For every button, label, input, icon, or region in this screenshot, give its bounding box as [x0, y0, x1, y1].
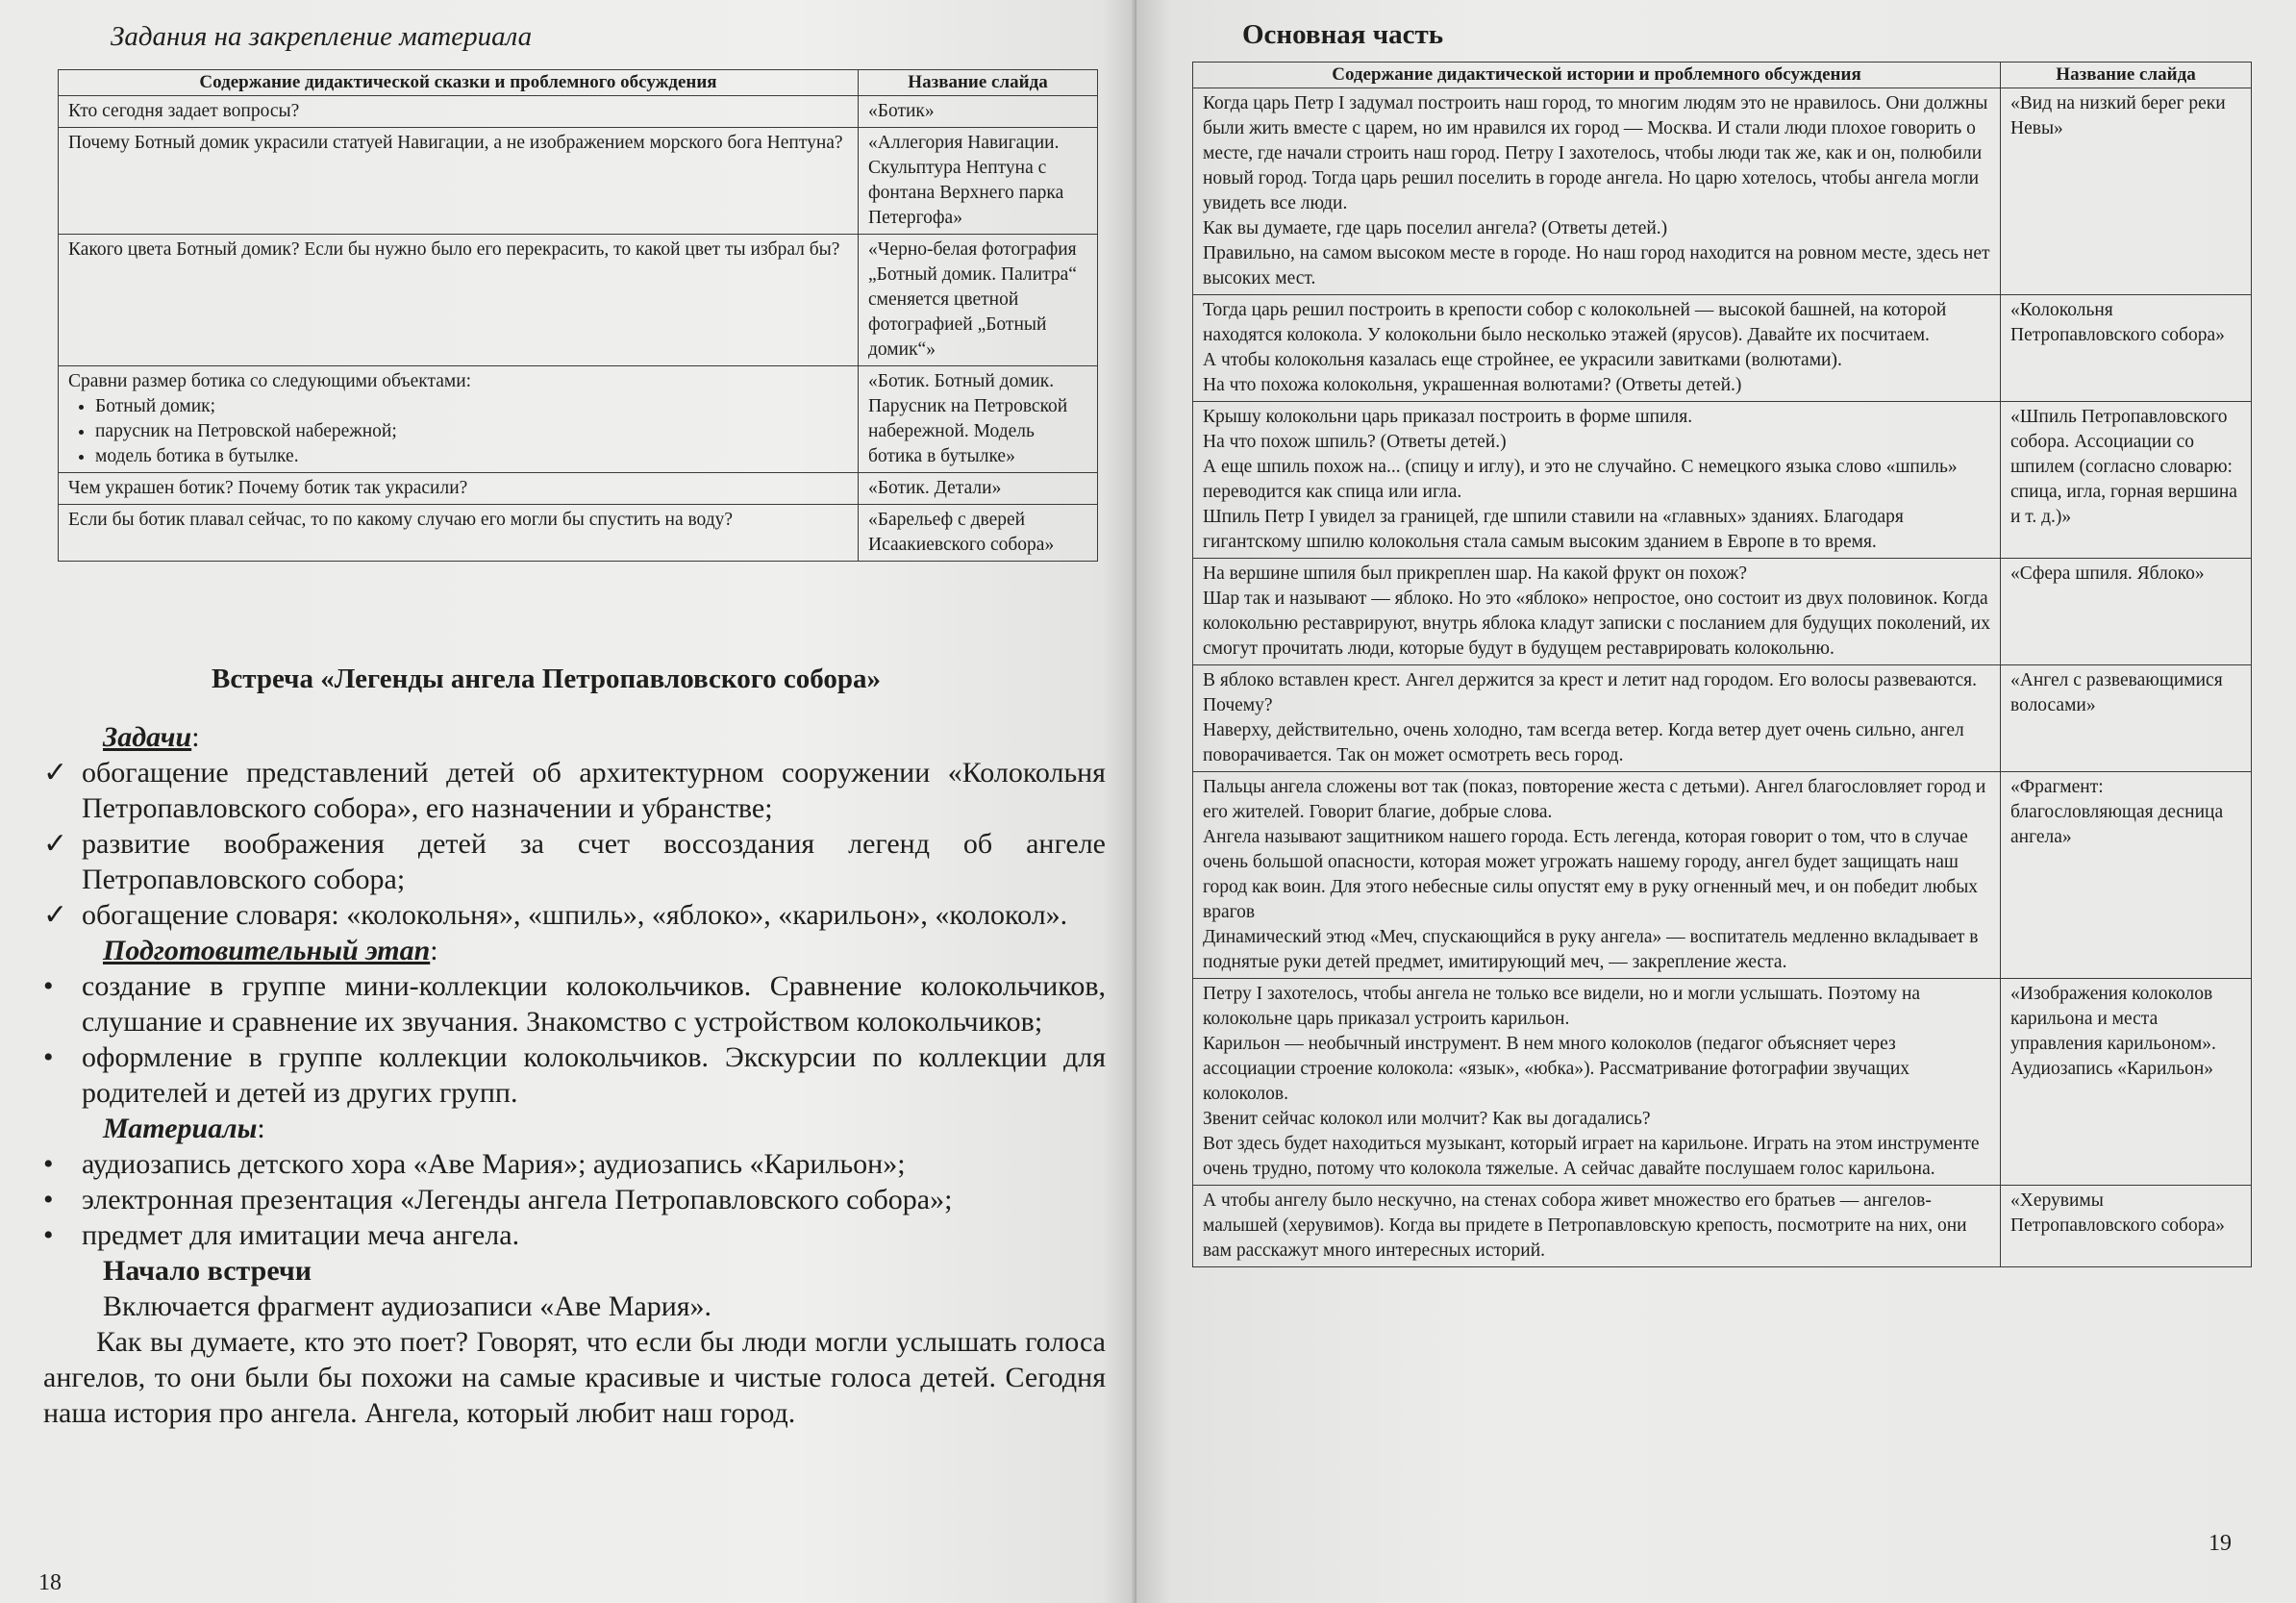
bullet-icon: • [43, 1148, 54, 1180]
row-content [1193, 402, 2001, 559]
row-content [1193, 88, 2001, 295]
slide-title: «Херувимы Петропавловского собора» [2001, 1186, 2252, 1267]
meeting-title: Встреча «Легенды ангела Петропавловского собора» [212, 664, 882, 694]
slide-title: «Вид на низкий берег реки Невы» [2001, 88, 2252, 295]
bullet-list [68, 394, 848, 469]
column-header: Название слайда [2001, 63, 2252, 88]
table-row [59, 235, 1098, 366]
row-content [1193, 979, 2001, 1186]
table-row [1193, 665, 2252, 772]
start-heading: Начало встречи [103, 1255, 312, 1287]
check-icon: ✓ [43, 828, 68, 860]
bullet-icon: • [43, 1041, 54, 1073]
content-line: Вот здесь будет находиться музыкант, который играет на карильоне. Играть на этом инструменте очень трудно, потому что колокола тяжелые. А сейчас давайте послушаем голос карильона. [1203, 1134, 1980, 1179]
content-line: Тогда царь решил построить в крепости собор с колокольней — высокой башней, на которой находятся колокола. У колокольни было несколько этажей (ярусов). Давайте их посчитаем. [1203, 300, 1947, 345]
row-content [59, 96, 859, 128]
section-title: Задания на закрепление материала [111, 21, 533, 52]
content-line: Наверху, действительно, очень холодно, там всегда ветер. Когда ветер дует очень сильно, ангел поворачивается. Так он может осмотреть весь город. [1203, 720, 1964, 765]
slide-title: «Изображения колоколов карильона и места управления карильоном». Аудиозапись «Карильон» [2001, 979, 2252, 1186]
row-content [1193, 665, 2001, 772]
content-line: А чтобы колокольня казалась еще стройнее, ее украсили завитками (волютами). [1203, 350, 1842, 370]
page-number: 18 [38, 1570, 62, 1595]
column-header: Содержание дидактической истории и проблемного обсуждения [1193, 63, 2001, 88]
start-line: Включается фрагмент аудиозаписи «Аве Мария». [103, 1290, 712, 1322]
row-content [1193, 295, 2001, 402]
list-item [43, 1146, 1106, 1182]
content-line: Какого цвета Ботный домик? Если бы нужно было его перекрасить, то какой цвет ты избрал бы? [68, 239, 840, 260]
content-line: Крышу колокольни царь приказал построить в форме шпиля. [1203, 407, 1693, 427]
list-text: предмет для имитации меча ангела. [82, 1219, 520, 1251]
list-item [43, 1217, 1106, 1253]
content-line: Динамический этюд «Меч, спускающийся в руку ангела» — воспитатель медленно вкладывает в поднятые руки детей предмет, имитирующий меч, — закрепление жеста. [1203, 927, 1979, 972]
slide-title: «Фрагмент: благословляющая десница ангела» [2001, 772, 2252, 979]
table-row [59, 366, 1098, 473]
content-line: Сравни размер ботика со следующими объектами: [68, 371, 472, 391]
table-row [1193, 295, 2252, 402]
column-header: Название слайда [859, 70, 1098, 96]
row-content [59, 128, 859, 235]
materials-heading: Материалы [103, 1113, 258, 1144]
content-line: Шар так и называют — яблоко. Но это «яблоко» непростое, оно состоит из двух половинок. Когда колокольню реставрируют, внутрь яблока кладут записки с посланием для будущих поколений, их смогут прочитать люди, которые будут в будущем реставрировать колокольню. [1203, 589, 1990, 659]
content-line: Звенит сейчас колокол или молчит? Как вы догадались? [1203, 1109, 1651, 1129]
content-line: Почему Ботный домик украсили статуей Навигации, а не изображением морского бога Нептуна? [68, 133, 843, 153]
bullet-item: • Ботный домик; [95, 394, 848, 419]
list-item [43, 968, 1106, 1039]
content-line: Карильон — необычный инструмент. В нем много колоколов (педагог объясняет через ассоциации строение колокола: «язык», «юбка»). Рассматривание фотографии звучащих колоколов. [1203, 1034, 1910, 1104]
table-row [59, 128, 1098, 235]
table-row [1193, 979, 2252, 1186]
left-page [0, 0, 1136, 1603]
slide-title: «Колокольня Петропавловского собора» [2001, 295, 2252, 402]
bullet-icon: • [43, 970, 54, 1002]
row-content [59, 366, 859, 473]
content-line: Шпиль Петр I увидел за границей, где шпили ставили на «главных» зданиях. Благодаря гигантскому шпилю колокольня стала самым высоким зданием в Европе в то время. [1203, 507, 1904, 552]
list-item [43, 755, 1106, 826]
section-title: Основная часть [1242, 19, 1444, 50]
slide-title: «Аллегория Навигации. Скульптура Нептуна с фонтана Верхнего парка Петергофа» [859, 128, 1098, 235]
right-page [1136, 0, 2296, 1603]
list-item [43, 1039, 1106, 1111]
table-row [1193, 402, 2252, 559]
slide-title: «Сфера шпиля. Яблоко» [2001, 559, 2252, 665]
list-text: обогащение представлений детей об архитектурном сооружении «Колокольня Петропавловского собора», его назначении и убранстве; [82, 757, 1106, 824]
tasks-heading: Задачи [103, 721, 192, 753]
bullet-icon: • [43, 1219, 54, 1251]
row-content [59, 505, 859, 562]
table-row [1193, 772, 2252, 979]
content-line: Когда царь Петр I задумал построить наш город, то многим людям это не нравилось. Они должны были жить вместе с царем, но им нравился их город — Москва. И стали люди плохое говорить о месте, где начали строить наш город. Петру I захотелось, чтобы люди так же, как и он, полюбили новый город. Тогда царь решил поселить в городе ангела. Но царю хотелось, чтобы ангела могли увидеть все люди. [1203, 93, 1988, 213]
start-paragraph: Как вы думаете, кто это поет? Говорят, что если бы люди могли услышать голоса ангелов, то они были бы похожи на самые красивые и чистые голоса детей. Сегодня наша история про ангела. Ангела, который любит наш город. [43, 1326, 1106, 1429]
slide-title: «Черно-белая фотография „Ботный домик. Палитра“ сменяется цветной фотографией „Ботный домик“» [859, 235, 1098, 366]
content-line: Чем украшен ботик? Почему ботик так украсили? [68, 478, 468, 498]
list-item [43, 897, 1106, 933]
table-row [59, 505, 1098, 562]
bullet-item: • парусник на Петровской набережной; [95, 419, 848, 444]
tasks-list [43, 755, 1106, 933]
content-line: Пальцы ангела сложены вот так (показ, повторение жеста с детьми). Ангел благословляет город и его жителей. Говорит благие, добрые слова. [1203, 777, 1986, 822]
content-line: В яблоко вставлен крест. Ангел держится за крест и летит над городом. Его волосы развеваются. Почему? [1203, 670, 1977, 715]
column-header: Содержание дидактической сказки и проблемного обсуждения [59, 70, 859, 96]
content-line: Ангела называют защитником нашего города. Есть легенда, которая говорит о том, что в случае очень большой опасности, которая может угрожать нашему городу, ангел будет защищать наш город как воин. Для этого небесные силы опустят ему в руку огненный меч, и он победит любых врагов [1203, 827, 1979, 922]
list-item [43, 1182, 1106, 1217]
content-line: А еще шпиль похож на... (спицу и иглу), и это не случайно. С немецкого языка слово «шпиль» переводится как спица или игла. [1203, 457, 1958, 502]
prep-list [43, 968, 1106, 1111]
slide-title: «Барельеф с дверей Исаакиевского собора» [859, 505, 1098, 562]
content-line: На вершине шпиля был прикреплен шар. На какой фрукт он похож? [1203, 564, 1748, 584]
check-icon: ✓ [43, 899, 68, 931]
table-row [1193, 559, 2252, 665]
slide-title: «Шпиль Петропавловского собора. Ассоциации со шпилем (согласно словарю: спица, игла, горная вершина и т. д.)» [2001, 402, 2252, 559]
list-text: развитие воображения детей за счет воссоздания легенд об ангеле Петропавловского собора; [82, 828, 1106, 895]
list-text: создание в группе мини-коллекции колокольчиков. Сравнение колокольчиков, слушание и сравнение их звучания. Знакомство с устройством колокольчиков; [82, 970, 1106, 1038]
check-icon: ✓ [43, 757, 68, 789]
slide-title: «Ботик. Детали» [859, 473, 1098, 505]
table-row [59, 473, 1098, 505]
materials-list [43, 1146, 1106, 1253]
row-content [1193, 559, 2001, 665]
row-content [59, 473, 859, 505]
table-row [1193, 88, 2252, 295]
list-text: обогащение словаря: «колокольня», «шпиль», «яблоко», «карильон», «колокол». [82, 899, 1068, 931]
reinforcement-table [58, 69, 1098, 562]
content-line: Кто сегодня задает вопросы? [68, 101, 300, 121]
list-text: аудиозапись детского хора «Аве Мария»; аудиозапись «Карильон»; [82, 1148, 906, 1180]
list-text: электронная презентация «Легенды ангела Петропавловского собора»; [82, 1184, 953, 1215]
slide-title: «Ботик» [859, 96, 1098, 128]
row-content [59, 235, 859, 366]
content-line: Петру I захотелось, чтобы ангела не только все видели, но и могли услышать. Поэтому на колокольне царь приказал устроить карильон. [1203, 984, 1921, 1029]
lesson-body: Задачи: ✓ обогащение представлений детей об архитектурном сооружении «Колокольня Петропавловского собора», его назначении и убранстве; ✓ развитие воображения детей за счет воссоздания легенд об ангеле Петропавловского собора; ✓ обогащение словаря: «колокольня», «шпиль», «яблоко», «карильон», «колокол». Подготовительный этап: • создание в группе мини-коллекции колокольчиков. Сравнение колокольчиков, слушание и сравнение их звучания. Знакомство с устройством колокольчиков; • оформление в группе коллекции колокольчиков. Экскурсии по коллекции для родителей и детей из других групп. Материалы: • аудиозапись детского хора «Аве Мария»; аудиозапись «Карильон»; • электронная презентация «Легенды ангела Петропавловского собора»; • предмет для имитации меча ангела. Начало встречи Включается фрагмент аудиозаписи «Аве Мария». Как вы думаете, кто это поет? Говорят, что если бы люди могли услышать голоса ангелов, то они были бы похожи на самые красивые и чистые голоса детей. Сегодня наша история про ангела. Ангела, который любит наш город. [43, 721, 1106, 1429]
page-number: 19 [2209, 1531, 2232, 1556]
content-line: На что похож шпиль? (Ответы детей.) [1203, 432, 1507, 452]
bullet-item: • модель ботика в бутылке. [95, 444, 848, 469]
table-row [59, 96, 1098, 128]
content-line: А чтобы ангелу было нескучно, на стенах собора живет множество его братьев — ангелов-малышей (херувимов). Когда вы придете в Петропавловскую крепость, посмотрите на них, они вам расскажут много интересных историй. [1203, 1190, 1967, 1261]
main-part-table [1192, 62, 2252, 1267]
table-row [1193, 1186, 2252, 1267]
row-content [1193, 772, 2001, 979]
list-text: оформление в группе коллекции колокольчиков. Экскурсии по коллекции для родителей и детей из других групп. [82, 1041, 1106, 1109]
bullet-icon: • [43, 1184, 54, 1215]
prep-heading: Подготовительный этап [103, 935, 431, 966]
slide-title: «Ботик. Ботный домик. Парусник на Петровской набережной. Модель ботика в бутылке» [859, 366, 1098, 473]
content-line: Правильно, на самом высоком месте в городе. Но наш город находится на ровном месте, здесь нет высоких мест. [1203, 243, 1990, 288]
slide-title: «Ангел с развевающимися волосами» [2001, 665, 2252, 772]
content-line: Как вы думаете, где царь поселил ангела? (Ответы детей.) [1203, 218, 1668, 238]
content-line: На что похожа колокольня, украшенная волютами? (Ответы детей.) [1203, 375, 1742, 395]
row-content [1193, 1186, 2001, 1267]
content-line: Если бы ботик плавал сейчас, то по какому случаю его могли бы спустить на воду? [68, 510, 734, 530]
list-item [43, 826, 1106, 897]
